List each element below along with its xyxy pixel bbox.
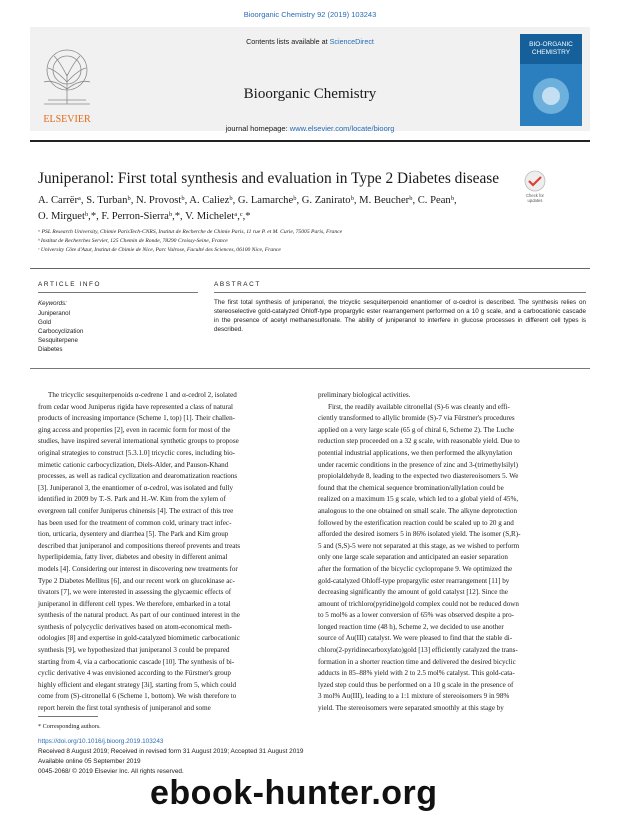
- body-column-left: [38, 390, 304, 715]
- journal-reference[interactable]: Bioorganic Chemistry 92 (2019) 103243: [243, 10, 377, 19]
- body-text-line: only one large scale separation and anticipated an easier separation: [318, 553, 508, 562]
- body-text-line: synthesis [9], we hypothesized that juniperanol 3 could be prepared: [38, 646, 230, 655]
- body-text-line: has been used for the treatment of common cold, urinary tract infec-: [38, 518, 232, 527]
- homepage-prefix: journal homepage:: [225, 124, 290, 133]
- check-for-updates-badge[interactable]: [522, 170, 548, 206]
- body-text-line: highly efficient and elegant strategy [3i], starting from 5, which could: [38, 680, 237, 689]
- body-text-line: report herein the first total synthesis of juniperanol and some: [38, 704, 211, 713]
- body-text-line: odologies [8] and expertise in gold-catalyzed biomimetic carbocationic: [38, 634, 240, 643]
- body-text-line: studies, have inspired several international synthetic groups to propose: [38, 437, 239, 446]
- affiliation-b: ᵇ Institut de Recherches Servier, 125 Chemin de Ronde, 78290 Croissy-Seine, France: [38, 238, 228, 244]
- authors-line-1: A. Carrërᵃ, S. Turbanᵇ, N. Provostᵇ, A. Caliezᵇ, G. Lamarcheᵇ, G. Zaniratoᵇ, M. Beucherᵇ, C. Peanᵇ,: [38, 195, 457, 206]
- body-text-line: followed by the esterification reaction could be scaled up to 20 g and: [318, 518, 514, 527]
- body-text-line: preliminary biological activities.: [318, 391, 411, 399]
- body-text-line: starting from 4, via a carbocationic cascade [10]. The synthesis of bi-: [38, 657, 235, 666]
- body-text-line: propiolaldehyde 8, leading to the expected two diastereoisomers 5. We: [318, 472, 519, 481]
- header-divider: [30, 140, 590, 142]
- body-text-line: ciently transformed to allylic bromide (S)-7 via Fürstner's procedures: [318, 414, 515, 423]
- body-text-line: juniperanol in different cell types. We therefore, embarked in a total: [38, 599, 231, 608]
- body-text-line: First, the readily available citronellal (S)-6 was cleanly and effi-: [328, 402, 510, 411]
- body-text-line: synthesis of the natural product. As part of our continued interest in the: [38, 611, 240, 620]
- body-text-line: decreasing significantly the amount of gold catalyst [12]. Since the: [318, 588, 508, 597]
- affiliation-a: ᵃ PSL Research University, Chimie ParisTech-CNRS, Institut de Recherche de Chimie Paris, 11 rue P. et M. Curie, 75005 Paris, France: [38, 229, 343, 235]
- contents-prefix: Contents lists available at: [246, 37, 330, 46]
- authors-line-2: O. Mirguetᵇ,*, F. Perron-Sierraᵇ,*, V. Micheletᵃ,ᶜ,*: [38, 211, 251, 222]
- body-text-line: after the formation of the bicyclic cyclopropane 9. We optimized the: [318, 564, 513, 573]
- keyword-item: Juniperanol: [38, 310, 70, 317]
- svg-text:updates: updates: [527, 198, 543, 203]
- doi-link[interactable]: https://doi.org/10.1016/j.bioorg.2019.103243: [38, 738, 164, 745]
- svg-text:BIO-ORGANIC: BIO-ORGANIC: [529, 41, 573, 48]
- body-text-line: afforded the desired isomers 5 in 86% isolated yield. The isomer (S,R)-: [318, 530, 521, 539]
- abstract-label: ABSTRACT: [214, 281, 261, 288]
- journal-title: Bioorganic Chemistry: [243, 86, 377, 102]
- body-text-line: under racemic conditions in the presence of zinc and 3-(trimethylsilyl): [318, 460, 518, 469]
- svg-text:CHEMISTRY: CHEMISTRY: [531, 49, 571, 56]
- sciencedirect-link[interactable]: ScienceDirect: [329, 37, 374, 46]
- keyword-item: Sesquiterpene: [38, 337, 78, 344]
- body-text-line: to 5 mol% as a lower conversion of 65% was observed despite a pro-: [318, 611, 515, 620]
- watermark-text: ebook-hunter.org: [150, 774, 438, 812]
- body-text-line: hyperlipidemia, fatty liver, diabetes and obesity in different animal: [38, 553, 228, 562]
- body-text-line: tivators [7], we were interested in assessing the glycaemic effects of: [38, 588, 232, 597]
- affiliations-divider: [30, 268, 590, 269]
- body-text-line: ging access and properties [2], even in racemic form for most of the: [38, 425, 231, 434]
- body-text-line: Type 2 Diabetes Mellitus [6], and our recent work on glucokinase ac-: [38, 576, 235, 585]
- body-text-line: chloro(2-pyridinecarboxylato)gold [13] efficiently catalyzed the trans-: [318, 646, 518, 655]
- body-text-line: processes, as well as radical cyclization and dearomatization reactions: [38, 472, 238, 481]
- affiliation-c: ᶜ University Côte d'Azur, Institut de Chimie de Nice, Parc Valrose, Faculté des Sciences, 06100 Nice, France: [38, 247, 281, 253]
- copyright-line: 0045-2068/ © 2019 Elsevier Inc. All rights reserved.: [38, 768, 184, 775]
- body-text-line: [3]. Juniperanol 3, the enantiomer of α-cedrol, was isolated and fully: [38, 483, 233, 492]
- body-text-line: yield. The stereoisomers were separated smoothly at this stage by: [318, 704, 504, 713]
- body-text-line: identified in 2009 by T.-S. Park and H.-W. Kim from the xylem of: [38, 495, 226, 504]
- keyword-item: Diabetes: [38, 346, 63, 353]
- keywords-label: Keywords:: [38, 300, 67, 307]
- abstract-bottom-rule: [30, 368, 590, 369]
- abstract-rule: [214, 292, 586, 293]
- body-text-line: original strategies to construct [5.3.1.0] tricyclic cores, including bio-: [38, 448, 235, 457]
- body-text-line: gold-catalyzed Ohloff-type propargylic ester rearrangement [11] by: [318, 576, 510, 585]
- body-text-line: products of increasing importance (Scheme 1, top) [1]. Their challen-: [38, 414, 236, 423]
- svg-text:Check for: Check for: [526, 193, 544, 198]
- body-text-line: analogous to the one obtained on small scale. The alkyne deprotection: [318, 506, 518, 515]
- homepage-link[interactable]: www.elsevier.com/locate/bioorg: [289, 124, 395, 133]
- body-text-line: evergreen tall conifer Juniperus chinensis [4]. The extract of this tree: [38, 506, 234, 515]
- publisher-name: ELSEVIER: [43, 114, 91, 125]
- corresponding-authors-footnote: * Corresponding authors.: [38, 723, 101, 730]
- body-text-line: synthesis of polycyclic derivatives based on atom-economical meth-: [38, 622, 233, 631]
- body-text-line: cyclic derivative 4 was envisioned according to the Fürstner's group: [38, 669, 231, 678]
- body-text-line: applied on a very large scale (65 g of chiral 6, Scheme 2). The Luche: [318, 425, 514, 434]
- body-text-line: tion, urticaria, dysentery and diarrhea [5]. The Park and Kim group: [38, 530, 229, 539]
- body-text-line: potential industrial applications, we then performed the alkynylation: [318, 448, 513, 457]
- body-text-line: 3 mol% Au(III), leading to a 1:1 mixture of stereoisomers 9 in 98%: [318, 692, 510, 701]
- body-text-line: source of Au(III) catalyst. We were pleased to find that the stable di-: [318, 634, 513, 643]
- body-text-line: The tricyclic sesquiterpenoids α-cedrene 1 and α-cedrol 2, isolated: [48, 391, 237, 399]
- body-text-line: come from (S)-citronellal 6 (Scheme 1, bottom). We wish therefore to: [38, 692, 237, 701]
- abstract-text: The first total synthesis of juniperanol, the tricyclic sesquiterpenoid enantiomer of α-cedrol is described. The synthesis relies on stereoselective gold-catalyzed Ohloff-type propargylic ester rearrangement performed on a 10 g scale, and a carbocationic cascade in the presence of acetyl methanesulfonate. The ability of juniperanol to interfere in glucose processes in different cell types is described.: [214, 299, 586, 333]
- article-info-rule: [38, 292, 198, 293]
- article-info-label: ARTICLE INFO: [38, 281, 102, 288]
- body-text-line: longed reaction time (48 h), Scheme 2, we decided to use another: [318, 622, 504, 631]
- available-online: Available online 05 September 2019: [38, 758, 141, 765]
- body-text-line: from cedar wood Juniperus rigida have represented a class of natural: [38, 402, 234, 411]
- body-text-line: formation in a shorter reaction time and delivered the desired bicyclic: [318, 657, 516, 666]
- elsevier-logo: [34, 34, 100, 128]
- keyword-item: Carbocyclization: [38, 328, 84, 335]
- body-text-line: found that the chemical sequence bromination/allylation could be: [318, 483, 504, 492]
- body-text-line: amount of trichloro(pyridine)gold complex could not be reduced down: [318, 599, 519, 608]
- body-text-line: mimetic cationic carbocyclization, Diels-Alder, and Pauson-Khand: [38, 460, 229, 469]
- footnote-rule: [38, 716, 98, 717]
- body-column-right: [318, 390, 584, 715]
- body-text-line: models [4]. Considering our interest in discovering new treatments for: [38, 564, 238, 573]
- paper-title: Juniperanol: First total synthesis and evaluation in Type 2 Diabetes disease: [38, 170, 500, 187]
- received-dates: Received 8 August 2019; Received in revised form 31 August 2019; Accepted 31 August 2019: [38, 748, 304, 755]
- body-text-line: adducts in 85–88% yield with 2 to 2.5 mol% catalyst. This gold-cata-: [318, 669, 515, 678]
- body-text-line: lyzed step could thus be performed on a 10 g scale in the presence of: [318, 680, 514, 689]
- body-text-line: realized on a maximum 15 g scale, which led to a global yield of 45%,: [318, 495, 519, 504]
- journal-cover-image: [520, 34, 582, 126]
- body-text-line: described that juniperanol and compositions thereof prevents and treats: [38, 541, 241, 550]
- body-text-line: reduction step proceeded on a 32 g scale, with reasonable yield. Due to: [318, 437, 520, 446]
- body-text-line: 5 and (S,S)-5 were not separated at this stage, as we wished to perform: [318, 541, 520, 550]
- keyword-item: Gold: [38, 319, 52, 326]
